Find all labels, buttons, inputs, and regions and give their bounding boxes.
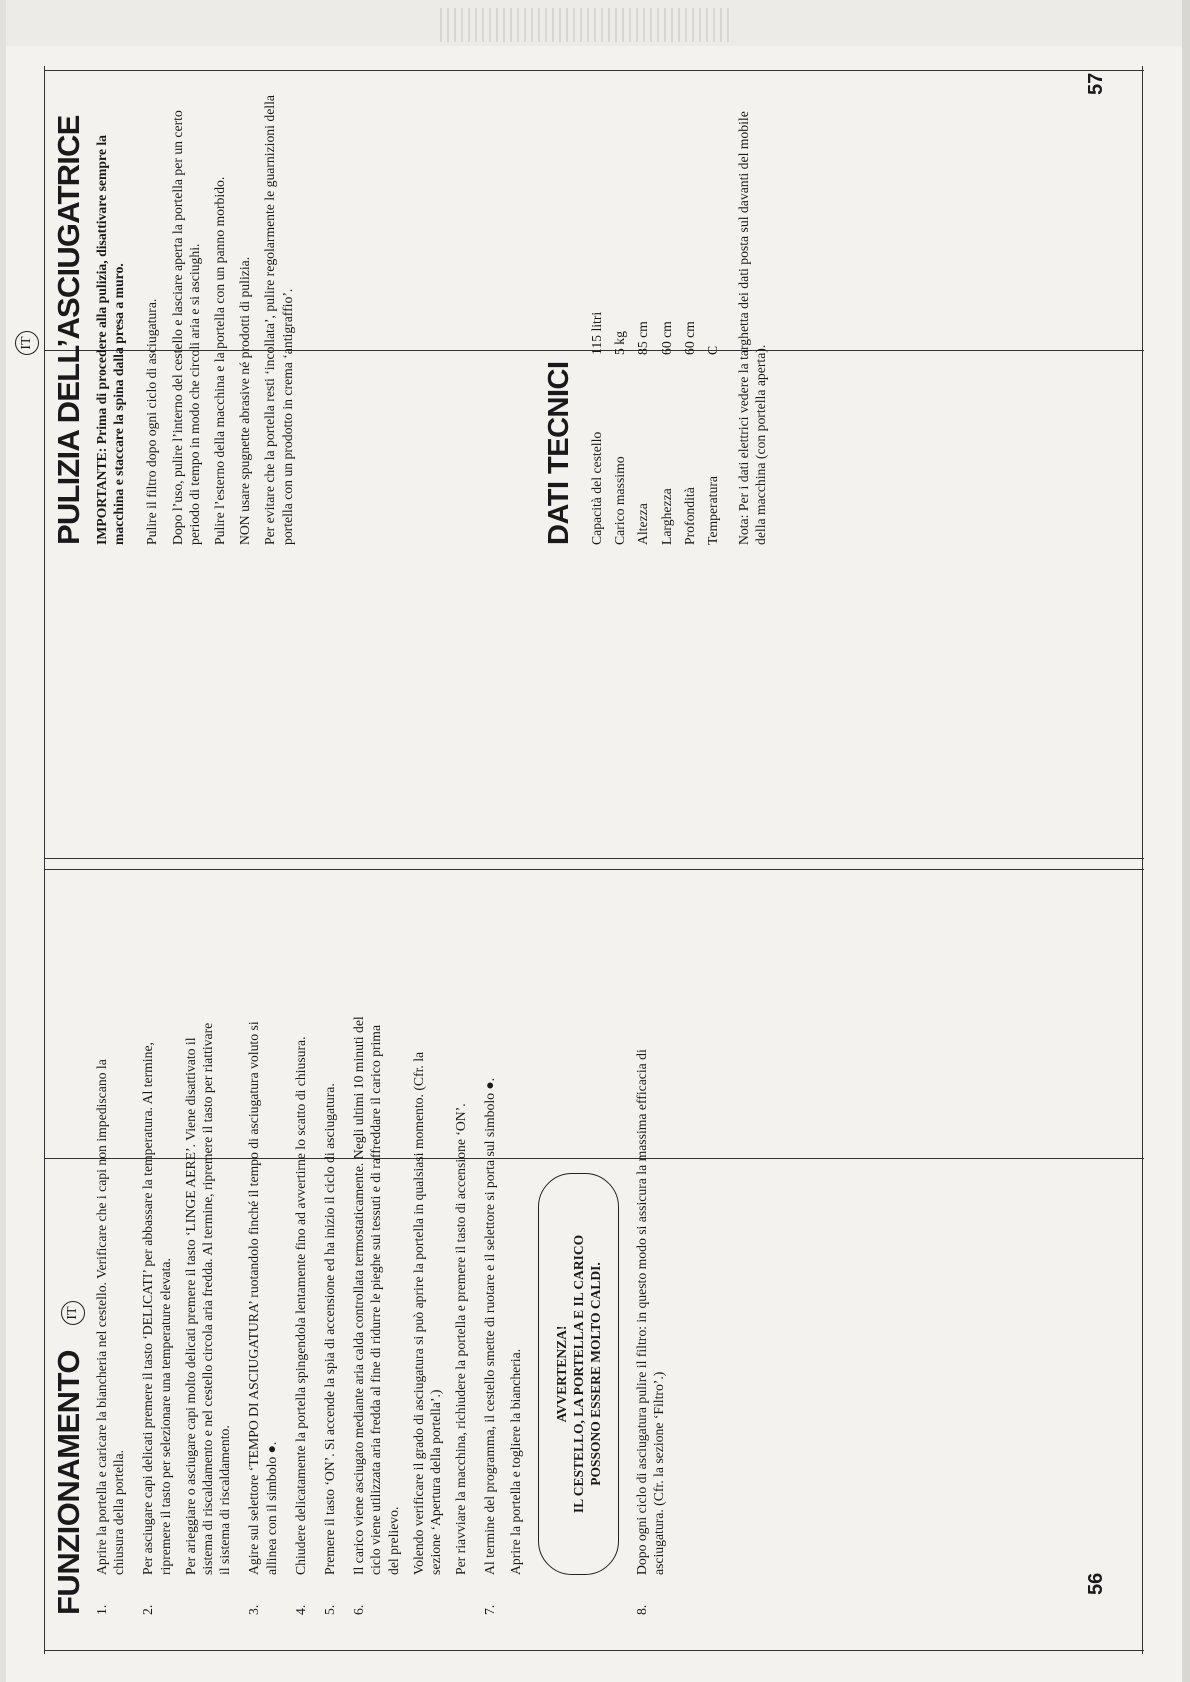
page-number-56: 56 <box>1085 1572 1107 1595</box>
step-text: Premere il tasto ‘ON’. Si accende la spia di accensione ed ha inizio il ciclo di asciugatura. <box>322 1083 338 1575</box>
spec-value: C <box>705 345 721 355</box>
spec-label: Larghezza <box>658 488 674 545</box>
scan-left-edge <box>0 0 6 1682</box>
spec-value: 115 litri <box>589 311 604 355</box>
step-text: Al termine del programma, il cestello smette di ruotare e il selettore si porta sul simbolo ●. <box>482 1077 498 1575</box>
spec-value: 60 cm <box>681 321 697 355</box>
spec-label: Altezza <box>635 503 651 545</box>
spec-row <box>588 312 611 545</box>
spec-label: Profondità <box>681 487 697 545</box>
spec-value: 85 cm <box>635 321 651 355</box>
section-title-dati-tecnici: DATI TECNICI <box>543 361 575 545</box>
section-title-funzionamento: FUNZIONAMENTO <box>51 1349 86 1615</box>
step-text: Aprire la portella e caricare la biancheria nel cestello. Verificare che i capi non impediscano la chiusura della portella. <box>94 1059 127 1575</box>
cleaning-section <box>93 85 304 545</box>
language-badge: IT <box>15 331 39 355</box>
spec-table <box>588 312 727 545</box>
warning-title: AVVERTENZA! <box>553 1325 569 1423</box>
step-number: 6. <box>351 1604 367 1615</box>
step-text: Volendo verificare il grado di asciugatura si può aprire la portella in qualsiasi momento. (Cfr. la sezione ‘Apertura della portella’.) <box>410 1051 444 1575</box>
page-number-57: 57 <box>1085 72 1107 95</box>
step-4 <box>292 1015 309 1615</box>
step-number: 4. <box>292 1604 308 1615</box>
step-text: Aprire la portella e togliere la biancheria. <box>507 1348 523 1575</box>
step-2 <box>139 1015 233 1615</box>
spec-row <box>634 312 657 545</box>
spec-label: Carico massimo <box>612 456 628 545</box>
step-text: Per riavviare la macchina, richiudere la portella e premere il tasto di accensione ‘ON’. <box>453 1103 469 1575</box>
spec-value: 5 kg <box>612 331 628 355</box>
rotated-spread <box>19 45 1135 1655</box>
step-text: Agire sul selettore ‘TEMPO DI ASCIUGATURA’ ruotandolo finché il tempo di asciugatura voluto si allinea con il simbolo ●. <box>246 1021 279 1575</box>
spec-value: 60 cm <box>658 321 674 355</box>
step-1 <box>93 1015 127 1615</box>
step-text: Per arieggiare o asciugare capi molto delicati premere il tasto ‘LINGE AERE’. Viene disattivato il sistema di riscaldamento e nel cestello circola aria fredda. Al termine, ripremere il tasto per riattivare il sistema di riscaldamento. <box>182 1022 233 1575</box>
language-badge: IT <box>61 1301 85 1325</box>
step-8 <box>633 1015 667 1615</box>
cleaning-paragraph: Dopo l’uso, pulire l’interno del cestello e lasciare aperta la portella per un certo periodo di tempo in modo che circoli aria e si asciughi. <box>169 110 202 545</box>
step-number: 5. <box>322 1604 338 1615</box>
step-number: 7. <box>482 1604 498 1615</box>
step-text: Per asciugare capi delicati premere il tasto ‘DELICATI’ per abbassare la temperatura. Al termine, ripremere il tasto per selezionare una temperature elevata. <box>140 1042 173 1575</box>
spec-row <box>611 312 634 545</box>
step-number: 3. <box>246 1604 262 1615</box>
right-rule <box>1142 66 1143 1654</box>
cleaning-paragraph: Per evitare che la portella resti ‘incollata’, pulire regolarmente le guarnizioni della portella con un prodotto in crema ‘antigraffio’. <box>262 95 295 545</box>
cleaning-paragraph: Pulire il filtro dopo ogni ciclo di asciugatura. <box>144 298 160 545</box>
spec-label: Temperatura <box>705 476 721 545</box>
technical-data-section <box>545 85 783 545</box>
important-notice: IMPORTANTE: Prima di procedere alla pulizia, disattivare sempre la macchina e staccare la spina dalla presa a muro. <box>94 135 127 545</box>
cleaning-paragraph: Pulire l’esterno della macchina e la portella con un panno morbido. <box>212 176 228 545</box>
step-6 <box>350 1015 469 1615</box>
step-number: 1. <box>94 1604 109 1615</box>
step-number: 2. <box>140 1604 156 1615</box>
scan-smudge <box>440 8 730 42</box>
step-7 <box>481 1015 523 1615</box>
operating-steps <box>93 1015 679 1615</box>
spec-row <box>658 312 681 545</box>
step-5 <box>321 1015 338 1615</box>
warning-box <box>538 1173 619 1575</box>
warning-text: IL CESTELLO, LA PORTELLA E IL CARICO POSSONO ESSERE MOLTO CALDI. <box>570 1234 603 1514</box>
step-number: 8. <box>633 1604 649 1615</box>
spec-label: Capacità del cestello <box>589 431 604 545</box>
scan-right-edge <box>1182 0 1190 1682</box>
electrical-note: Nota: Per i dati elettrici vedere la targhetta dei dati posta sul davanti del mobile della macchina (con portella aperta). <box>736 111 769 545</box>
step-text: Dopo ogni ciclo di asciugatura pulire il filtro: in questo modo si assicura la massima efficacia di asciugatura. (Cfr. la sezione ‘Filtro’.) <box>633 1049 667 1575</box>
spec-row <box>681 312 704 545</box>
section-title-pulizia: PULIZIA DELL’ASCIUGATRICE <box>51 115 86 545</box>
step-text: Chiudere delicatamente la portella spingendola lentamente fino ad avvertirne lo scatto di chiusura. <box>292 1036 308 1575</box>
spec-row <box>704 312 727 545</box>
cleaning-paragraph: NON usare spugnette abrasive né prodotti di pulizia. <box>237 256 253 545</box>
step-text: Il carico viene asciugato mediante aria calda controllata termostaticamente. Negli ultimi 10 minuti del ciclo viene utilizzata aria fredda al fine di ridurre le pieghe sui tessuti e di raffreddare il carico prima del prelievo. <box>351 1016 401 1575</box>
step-3 <box>245 1015 279 1615</box>
